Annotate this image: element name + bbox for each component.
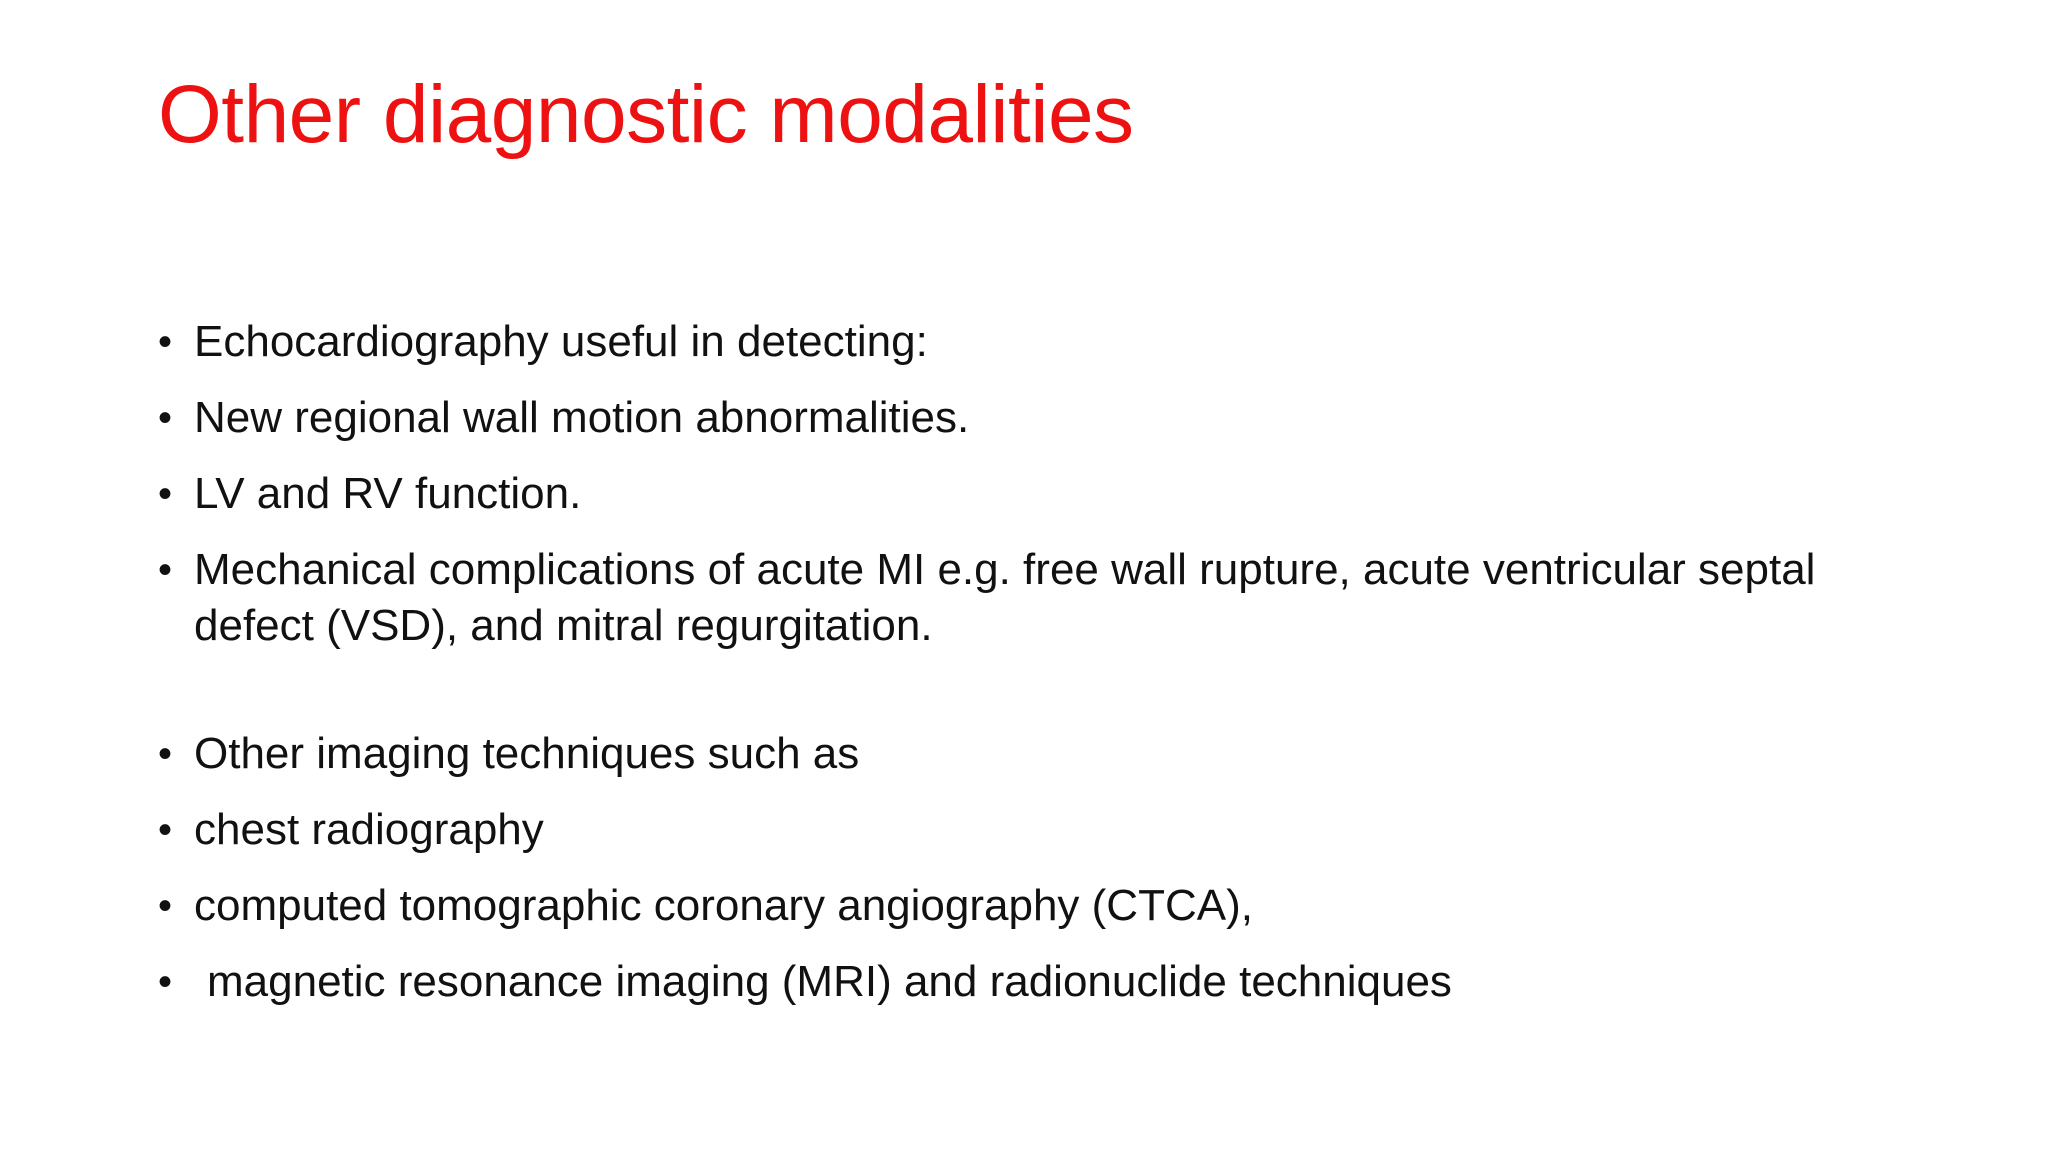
bullet-item	[158, 390, 1918, 446]
bullet-item	[158, 542, 1918, 654]
bullet-text: chest radiography	[194, 805, 544, 854]
bullet-item	[158, 314, 1918, 370]
bullet-item	[158, 954, 1918, 1010]
bullet-dot-icon: •	[158, 320, 173, 364]
bullet-text: magnetic resonance imaging (MRI) and radionuclide techniques	[207, 957, 1452, 1006]
bullet-text: computed tomographic coronary angiography (CTCA),	[194, 881, 1253, 930]
bullet-item	[158, 726, 1918, 782]
bullet-dot-icon: •	[158, 732, 173, 776]
bullet-item	[158, 466, 1918, 522]
bullet-text: Mechanical complications of acute MI e.g. free wall rupture, acute ventricular septal defect (VSD), and mitral regurgitation.	[194, 545, 1816, 650]
bullet-dot-icon: •	[158, 960, 173, 1004]
bullet-text: Other imaging techniques such as	[194, 729, 860, 778]
bullet-dot-icon: •	[158, 472, 173, 516]
bullet-dot-icon: •	[158, 884, 173, 928]
bullet-dot-icon: •	[158, 808, 173, 852]
bullet-item	[158, 878, 1918, 934]
slide-title: Other diagnostic modalities	[158, 69, 1134, 160]
bullet-item	[158, 802, 1918, 858]
bullet-list	[158, 314, 1918, 1030]
bullet-text: Echocardiography useful in detecting:	[194, 317, 928, 366]
bullet-dot-icon: •	[158, 548, 173, 592]
bullet-text: LV and RV function.	[194, 469, 582, 518]
bullet-dot-icon: •	[158, 396, 173, 440]
bullet-text: New regional wall motion abnormalities.	[194, 393, 970, 442]
